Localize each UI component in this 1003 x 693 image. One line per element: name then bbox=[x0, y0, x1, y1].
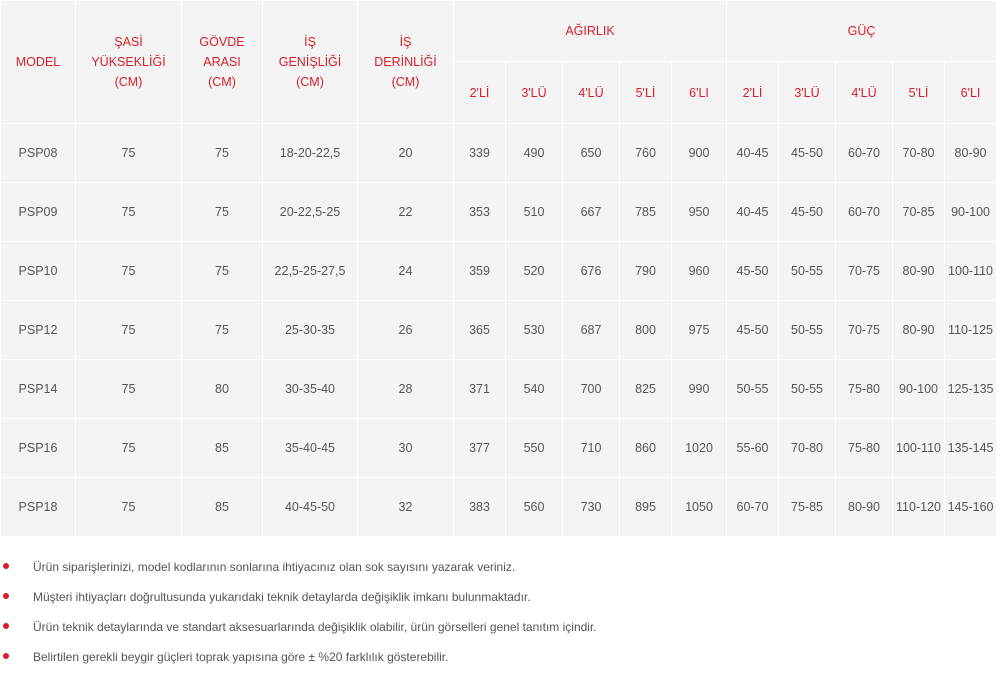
table-cell: 75 bbox=[182, 301, 263, 360]
table-cell: 55-60 bbox=[727, 419, 779, 478]
bullet-icon bbox=[3, 593, 9, 599]
header-agirlik-6li: 6'LI bbox=[672, 62, 727, 124]
table-cell: 110-120 bbox=[893, 478, 945, 537]
table-cell: 70-80 bbox=[779, 419, 836, 478]
table-cell: 32 bbox=[358, 478, 454, 537]
table-row bbox=[1, 124, 997, 183]
table-cell: 895 bbox=[620, 478, 672, 537]
table-cell: 1050 bbox=[672, 478, 727, 537]
table-cell: 510 bbox=[506, 183, 563, 242]
note-text: Ürün teknik detaylarında ve standart aksesuarlarında değişiklik olabilir, ürün görselleri genel tanıtım içindir. bbox=[33, 620, 597, 634]
table-cell: 50-55 bbox=[779, 301, 836, 360]
header-model: MODEL bbox=[1, 1, 76, 124]
note-text: Belirtilen gerekli beygir güçleri toprak yapısına göre ± %20 farklılık gösterebilir. bbox=[33, 650, 449, 664]
table-cell: 40-45-50 bbox=[263, 478, 358, 537]
table-row bbox=[1, 242, 997, 301]
header-govde-arasi: GÖVDE ARASI (CM) bbox=[182, 1, 263, 124]
table-cell: 687 bbox=[563, 301, 620, 360]
table-cell: 125-135 bbox=[945, 360, 997, 419]
table-cell: 550 bbox=[506, 419, 563, 478]
table-cell: 80-90 bbox=[945, 124, 997, 183]
table-cell: 60-70 bbox=[727, 478, 779, 537]
table-cell: 20 bbox=[358, 124, 454, 183]
table-cell: 365 bbox=[454, 301, 506, 360]
table-cell: 825 bbox=[620, 360, 672, 419]
table-cell: 45-50 bbox=[779, 183, 836, 242]
table-cell: 75-80 bbox=[836, 419, 893, 478]
table-cell: 75-80 bbox=[836, 360, 893, 419]
table-cell: 100-110 bbox=[893, 419, 945, 478]
table-cell: 80-90 bbox=[836, 478, 893, 537]
note-item bbox=[0, 582, 996, 612]
table-cell: 18-20-22,5 bbox=[263, 124, 358, 183]
table-cell: 650 bbox=[563, 124, 620, 183]
table-cell: 25-30-35 bbox=[263, 301, 358, 360]
table-cell: 490 bbox=[506, 124, 563, 183]
model-cell: PSP10 bbox=[1, 242, 76, 301]
model-cell: PSP12 bbox=[1, 301, 76, 360]
table-cell: 70-80 bbox=[893, 124, 945, 183]
note-text: Müşteri ihtiyaçları doğrultusunda yukarıdaki teknik detaylarda değişiklik imkanı bulunmaktadır. bbox=[33, 590, 531, 604]
table-cell: 960 bbox=[672, 242, 727, 301]
table-cell: 371 bbox=[454, 360, 506, 419]
table-cell: 676 bbox=[563, 242, 620, 301]
table-cell: 75 bbox=[76, 124, 182, 183]
table-header bbox=[1, 1, 997, 124]
table-cell: 30 bbox=[358, 419, 454, 478]
table-cell: 20-22,5-25 bbox=[263, 183, 358, 242]
table-cell: 75 bbox=[76, 183, 182, 242]
header-guc-3lu: 3'LÜ bbox=[779, 62, 836, 124]
table-cell: 540 bbox=[506, 360, 563, 419]
table-body bbox=[1, 124, 997, 537]
table-cell: 28 bbox=[358, 360, 454, 419]
header-guc: GÜÇ bbox=[727, 1, 997, 62]
table-cell: 75 bbox=[76, 419, 182, 478]
table-cell: 90-100 bbox=[893, 360, 945, 419]
table-cell: 80-90 bbox=[893, 301, 945, 360]
table-cell: 75 bbox=[76, 360, 182, 419]
table-cell: 45-50 bbox=[727, 301, 779, 360]
table-cell: 383 bbox=[454, 478, 506, 537]
bullet-icon bbox=[3, 623, 9, 629]
table-cell: 667 bbox=[563, 183, 620, 242]
table-cell: 40-45 bbox=[727, 183, 779, 242]
table-cell: 75 bbox=[182, 242, 263, 301]
table-cell: 800 bbox=[620, 301, 672, 360]
table-cell: 70-75 bbox=[836, 242, 893, 301]
note-item bbox=[0, 642, 996, 672]
table-cell: 785 bbox=[620, 183, 672, 242]
table-cell: 75 bbox=[76, 478, 182, 537]
table-cell: 85 bbox=[182, 478, 263, 537]
table-cell: 75-85 bbox=[779, 478, 836, 537]
table-cell: 90-100 bbox=[945, 183, 997, 242]
table-cell: 145-160 bbox=[945, 478, 997, 537]
table-cell: 60-70 bbox=[836, 124, 893, 183]
table-row bbox=[1, 301, 997, 360]
model-cell: PSP14 bbox=[1, 360, 76, 419]
header-agirlik-4lu: 4'LÜ bbox=[563, 62, 620, 124]
table-cell: 700 bbox=[563, 360, 620, 419]
table-cell: 75 bbox=[76, 301, 182, 360]
table-row bbox=[1, 183, 997, 242]
table-cell: 1020 bbox=[672, 419, 727, 478]
table-cell: 85 bbox=[182, 419, 263, 478]
table-cell: 377 bbox=[454, 419, 506, 478]
table-cell: 100-110 bbox=[945, 242, 997, 301]
header-guc-6li: 6'LI bbox=[945, 62, 997, 124]
header-is-derinligi: İŞ DERİNLİĞİ (CM) bbox=[358, 1, 454, 124]
model-cell: PSP08 bbox=[1, 124, 76, 183]
note-item bbox=[0, 612, 996, 642]
header-agirlik-5li: 5'Lİ bbox=[620, 62, 672, 124]
table-cell: 45-50 bbox=[727, 242, 779, 301]
table-row bbox=[1, 360, 997, 419]
table-cell: 45-50 bbox=[779, 124, 836, 183]
table-cell: 22 bbox=[358, 183, 454, 242]
table-cell: 24 bbox=[358, 242, 454, 301]
model-cell: PSP16 bbox=[1, 419, 76, 478]
table-row bbox=[1, 478, 997, 537]
bullet-icon bbox=[3, 563, 9, 569]
table-cell: 975 bbox=[672, 301, 727, 360]
table-cell: 730 bbox=[563, 478, 620, 537]
table-cell: 26 bbox=[358, 301, 454, 360]
table-row bbox=[1, 419, 997, 478]
table-cell: 710 bbox=[563, 419, 620, 478]
table-cell: 50-55 bbox=[779, 242, 836, 301]
table-cell: 50-55 bbox=[727, 360, 779, 419]
table-cell: 30-35-40 bbox=[263, 360, 358, 419]
table-cell: 75 bbox=[182, 124, 263, 183]
table-cell: 530 bbox=[506, 301, 563, 360]
table-cell: 990 bbox=[672, 360, 727, 419]
table-cell: 22,5-25-27,5 bbox=[263, 242, 358, 301]
header-agirlik-3lu: 3'LÜ bbox=[506, 62, 563, 124]
header-sasi-yuksekligi: ŞASİ YÜKSEKLİĞİ (CM) bbox=[76, 1, 182, 124]
table-cell: 110-125 bbox=[945, 301, 997, 360]
header-agirlik: AĞIRLIK bbox=[454, 1, 727, 62]
table-cell: 35-40-45 bbox=[263, 419, 358, 478]
model-cell: PSP09 bbox=[1, 183, 76, 242]
table-cell: 520 bbox=[506, 242, 563, 301]
header-guc-4lu: 4'LÜ bbox=[836, 62, 893, 124]
table-cell: 353 bbox=[454, 183, 506, 242]
table-cell: 860 bbox=[620, 419, 672, 478]
table-cell: 70-75 bbox=[836, 301, 893, 360]
table-cell: 50-55 bbox=[779, 360, 836, 419]
table-cell: 40-45 bbox=[727, 124, 779, 183]
table-cell: 75 bbox=[182, 183, 263, 242]
notes-list bbox=[0, 552, 996, 672]
table-cell: 339 bbox=[454, 124, 506, 183]
table-cell: 359 bbox=[454, 242, 506, 301]
table-cell: 70-85 bbox=[893, 183, 945, 242]
table-cell: 135-145 bbox=[945, 419, 997, 478]
model-cell: PSP18 bbox=[1, 478, 76, 537]
table-cell: 80 bbox=[182, 360, 263, 419]
table-cell: 560 bbox=[506, 478, 563, 537]
table-cell: 75 bbox=[76, 242, 182, 301]
note-text: Ürün siparişlerinizi, model kodlarının sonlarına ihtiyacınız olan sok sayısını yazarak veriniz. bbox=[33, 560, 516, 574]
table-cell: 790 bbox=[620, 242, 672, 301]
bullet-icon bbox=[3, 653, 9, 659]
table-cell: 760 bbox=[620, 124, 672, 183]
header-agirlik-2li: 2'Lİ bbox=[454, 62, 506, 124]
header-guc-5li: 5'Lİ bbox=[893, 62, 945, 124]
header-guc-2li: 2'Lİ bbox=[727, 62, 779, 124]
table-cell: 900 bbox=[672, 124, 727, 183]
table-cell: 950 bbox=[672, 183, 727, 242]
header-is-genisligi: İŞ GENİŞLİĞİ (CM) bbox=[263, 1, 358, 124]
note-item bbox=[0, 552, 996, 582]
table-cell: 80-90 bbox=[893, 242, 945, 301]
table-cell: 60-70 bbox=[836, 183, 893, 242]
